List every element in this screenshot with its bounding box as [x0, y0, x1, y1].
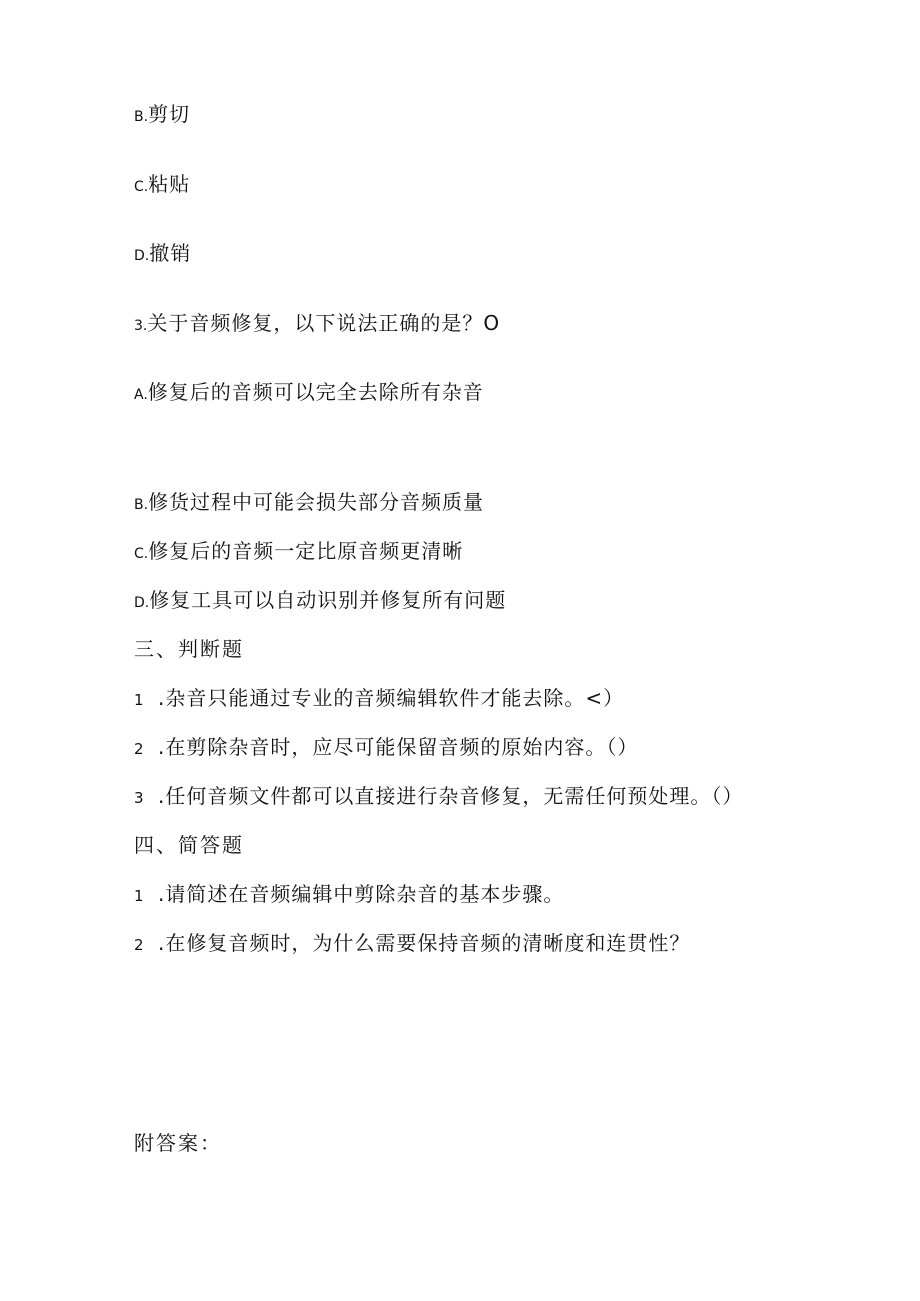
- true-false-item-1: [134, 686, 624, 712]
- question-text: 关于音频修复，以下说法正确的是？O: [147, 311, 501, 335]
- question-number: 3.: [134, 318, 148, 334]
- option-text: 修复后的音频一定比原音频更清晰: [148, 539, 464, 563]
- option-letter: B.: [134, 109, 149, 125]
- item-text: .杂音只能通过专业的音频编辑软件才能去除。<）: [158, 686, 625, 710]
- item-text: .在剪除杂音时，应尽可能保留音频的原始内容。（）: [158, 735, 639, 759]
- short-answer-item-2: [134, 931, 690, 957]
- q2-option-b: [134, 102, 190, 129]
- item-number: 2: [134, 936, 144, 954]
- q3-option-a: [134, 380, 484, 407]
- option-text: 修复工具可以自动识别并修复所有问题: [149, 588, 507, 612]
- true-false-item-2: [134, 735, 638, 761]
- item-text: .请简述在音频编辑中剪除杂音的基本步骤。: [158, 882, 565, 906]
- item-number: 1: [134, 887, 144, 905]
- q3-stem: [134, 311, 500, 338]
- option-text: 撤销: [149, 241, 192, 265]
- option-letter: A.: [134, 387, 148, 403]
- option-letter: C.: [134, 546, 149, 562]
- option-text: 粘贴: [148, 172, 191, 196]
- item-number: 3: [134, 789, 144, 807]
- section-title-true-false: 三、判断题: [134, 637, 244, 661]
- option-letter: B.: [134, 497, 149, 513]
- option-text: 剪切: [148, 102, 191, 126]
- item-number: 2: [134, 740, 144, 758]
- option-letter: D.: [134, 248, 150, 264]
- item-text: .在修复音频时，为什么需要保持音频的清晰度和连贯性？: [158, 931, 691, 955]
- q3-option-c: [134, 539, 463, 566]
- option-text: 修货过程中可能会损失部分音频质量: [148, 490, 485, 514]
- q2-option-c: [134, 172, 190, 199]
- q2-option-d: [134, 241, 191, 268]
- item-text: .任何音频文件都可以直接进行杂音修复，无需任何预处理。（）: [158, 784, 744, 808]
- true-false-item-3: [134, 784, 743, 810]
- q3-option-b: [134, 490, 484, 517]
- answer-heading: 附答案：: [134, 1131, 222, 1155]
- q3-option-d: [134, 588, 506, 615]
- option-letter: C.: [134, 179, 149, 195]
- item-number: 1: [134, 691, 144, 709]
- short-answer-item-1: [134, 882, 564, 908]
- section-title-short-answer: 四、简答题: [134, 833, 244, 857]
- option-letter: D.: [134, 595, 150, 611]
- option-text: 修复后的音频可以完全去除所有杂音: [147, 380, 484, 404]
